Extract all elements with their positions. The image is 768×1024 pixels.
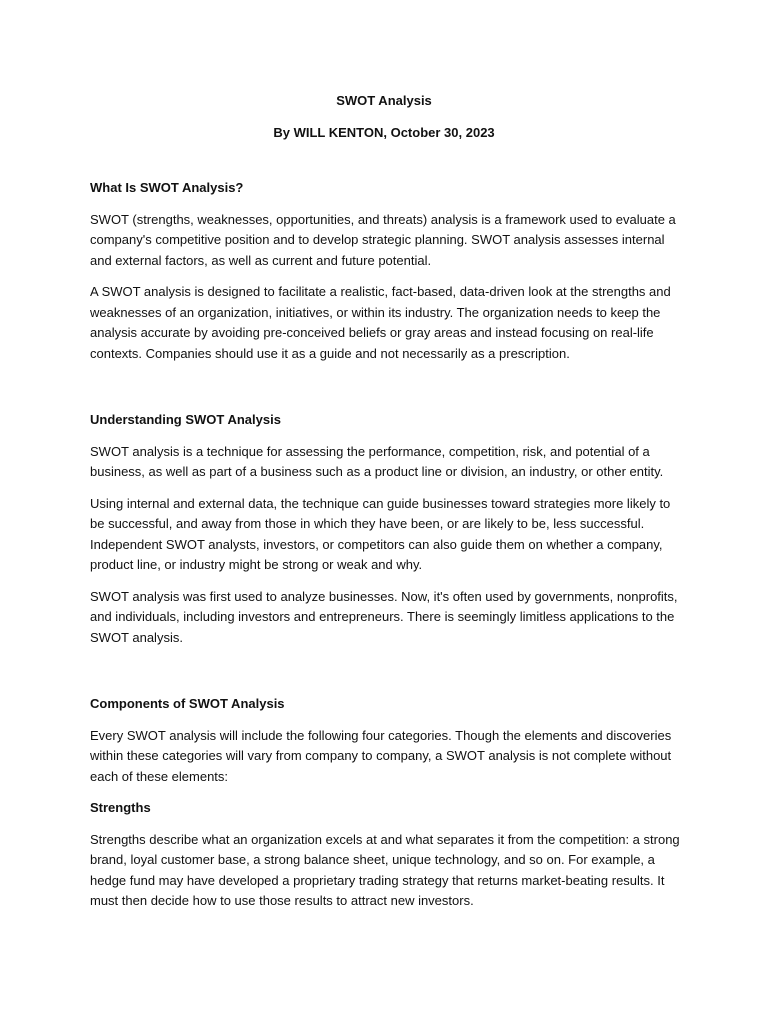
section-heading-components: Components of SWOT Analysis <box>90 696 285 711</box>
paragraph: Every SWOT analysis will include the following four categories. Though the elements and discoveries within these categories will vary from company to company, a SWOT analysis is not complete without each of these elements: <box>90 727 672 784</box>
paragraph: A SWOT analysis is designed to facilitate a realistic, fact-based, data-driven look at the strengths and weaknesses of an organization, initiatives, or within its industry. The organization needs to keep the analysis accurate by avoiding pre-conceived beliefs or gray areas and instead focusing on real-life contexts. Companies should use it as a guide and not necessarily as a prescription. <box>90 284 671 361</box>
section-heading-understanding: Understanding SWOT Analysis <box>90 412 281 427</box>
paragraph: SWOT analysis is a technique for assessing the performance, competition, risk, and potential of a business, as well as part of a business such as a product line or division, an industry, or other entity. <box>90 443 664 479</box>
document-content <box>90 91 685 923</box>
paragraph: Strengths describe what an organization excels at and what separates it from the competition: a strong brand, loyal customer base, a strong balance sheet, unique technology, and so on. For example, a hedge fund may have developed a proprietary trading strategy that returns market-beating results. It must then decide how to use those results to attract new investors. <box>90 831 680 908</box>
section-spacer <box>90 659 685 694</box>
document-title: SWOT Analysis <box>336 93 432 108</box>
paragraph: SWOT (strengths, weaknesses, opportunities, and threats) analysis is a framework used to evaluate a company's competitive position and to develop strategic planning. SWOT analysis assesses internal and external factors, as well as current and future potential. <box>90 211 676 268</box>
subsection-heading-strengths: Strengths <box>90 800 151 815</box>
paragraph: Using internal and external data, the technique can guide businesses toward strategies more likely to be successful, and away from those in which they have been, or are likely to be, less successful. Independent SWOT analysts, investors, or competitors can also guide them on whether a company, product line, or industry might be strong or weak and why. <box>90 495 671 572</box>
section-spacer <box>90 375 685 410</box>
document-byline: By WILL KENTON, October 30, 2023 <box>273 124 495 140</box>
paragraph: SWOT analysis was first used to analyze businesses. Now, it's often used by governments, nonprofits, and individuals, including investors and entrepreneurs. There is seemingly limitless applications to the SWOT analysis. <box>90 588 678 645</box>
section-heading-what-is: What Is SWOT Analysis? <box>90 180 244 195</box>
